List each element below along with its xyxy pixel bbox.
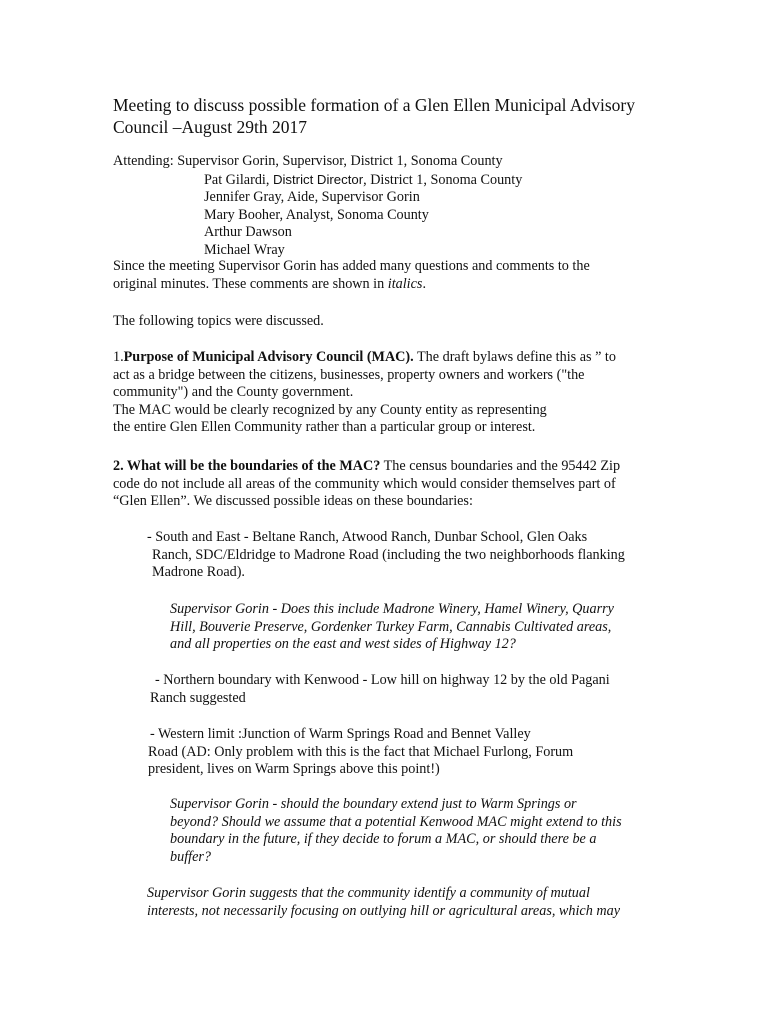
boundary-line: president, lives on Warm Springs above this point!) (148, 761, 440, 777)
topics-intro-text: The following topics were discussed. (113, 313, 324, 329)
boundary-line: Ranch, SDC/Eldridge to Madrone Road (including the two neighborhoods flanking (152, 546, 625, 563)
boundary-line: - South and East - Beltane Ranch, Atwood Ranch, Dunbar School, Glen Oaks (147, 529, 588, 545)
title-line: Council –August 29th 2017 (113, 117, 307, 137)
section-line: The MAC would be clearly recognized by any County entity as representing (113, 401, 547, 418)
boundary-line: - Northern boundary with Kenwood - Low hill on highway 12 by the old Pagani (155, 672, 610, 688)
comment-line: Supervisor Gorin - Does this include Madrone Winery, Hamel Winery, Quarry (170, 601, 614, 617)
since-note (113, 258, 673, 293)
attendee-affiliation: , District 1, Sonoma County (363, 171, 523, 188)
attendee-role: District Director (272, 171, 364, 187)
attending-lead-text: Attending: Supervisor Gorin, Supervisor, District 1, Sonoma County (113, 153, 503, 169)
attendee-item: Michael Wray (204, 241, 285, 258)
title-line: Meeting to discuss possible formation of a Glen Ellen Municipal Advisory (113, 95, 636, 115)
section-purpose (113, 349, 673, 437)
comment-line: beyond? Should we assume that a potential Kenwood MAC might extend to this (170, 813, 622, 830)
attendee-name: Pat Gilardi, (204, 171, 273, 188)
boundary-northern (150, 672, 670, 707)
attendee-item: Arthur Dawson (204, 224, 292, 240)
section-heading: . What will be the boundaries of the MAC? (120, 458, 381, 474)
comment-line: boundary in the future, if they decide to forum a MAC, or should there be a (170, 831, 597, 847)
attendee-item: Jennifer Gray, Aide, Supervisor Gorin (204, 189, 420, 205)
section-boundaries (113, 458, 673, 511)
italics-word: italics (387, 275, 423, 292)
section-line: “Glen Ellen”. We discussed possible ideas on these boundaries: (113, 493, 473, 509)
boundary-western (148, 726, 668, 779)
section-heading: Purpose of Municipal Advisory Council (MAC). (123, 349, 414, 365)
boundary-south-east (147, 529, 667, 582)
gorin-suggestion (147, 885, 707, 920)
section-line: code do not include all areas of the community which would consider themselves part of (113, 475, 616, 492)
boundary-line: Madrone Road). (152, 564, 245, 580)
section-line (113, 349, 673, 367)
boundary-line: - Western limit :Junction of Warm Springs Road and Bennet Valley (150, 726, 531, 742)
comment-line: Hill, Bouverie Preserve, Gordenker Turkey Farm, Cannabis Cultivated areas, (170, 618, 612, 635)
comment-line: and all properties on the east and west sides of Highway 12? (170, 636, 516, 652)
comment-line: interests, not necessarily focusing on outlying hill or agricultural areas, which may (147, 902, 621, 919)
gorin-comment-1 (170, 601, 690, 654)
gorin-comment-2 (170, 796, 690, 866)
section-line: the entire Glen Ellen Community rather than a particular group or interest. (113, 419, 536, 435)
section-number: 2 (113, 458, 121, 474)
document-title (113, 94, 673, 138)
boundary-line: Ranch suggested (150, 689, 246, 706)
since-note-period: . (422, 275, 426, 292)
section-number: 1. (113, 349, 124, 365)
section-text: The census boundaries and the 95442 Zip (380, 458, 621, 474)
attending-lead (113, 153, 673, 171)
attendee-item: Mary Booher, Analyst, Sonoma County (204, 206, 429, 223)
attendee-list (204, 171, 724, 260)
section-line: community") and the County government. (113, 384, 354, 400)
comment-line: Supervisor Gorin suggests that the community identify a community of mutual (147, 885, 590, 901)
since-note-line: Since the meeting Supervisor Gorin has added many questions and comments to the (113, 258, 590, 274)
boundary-line: Road (AD: Only problem with this is the fact that Michael Furlong, Forum (148, 743, 574, 760)
since-note-line (113, 276, 673, 294)
section-line: act as a bridge between the citizens, businesses, property owners and workers ("the (113, 366, 585, 383)
section-line (113, 458, 673, 476)
attendee-item (204, 171, 724, 190)
since-note-text: original minutes. These comments are shown in (113, 275, 388, 292)
comment-line: buffer? (170, 848, 211, 865)
topics-intro (113, 313, 673, 331)
section-text: The draft bylaws define this as ” to (413, 349, 616, 365)
comment-line: Supervisor Gorin - should the boundary extend just to Warm Springs or (170, 796, 577, 812)
